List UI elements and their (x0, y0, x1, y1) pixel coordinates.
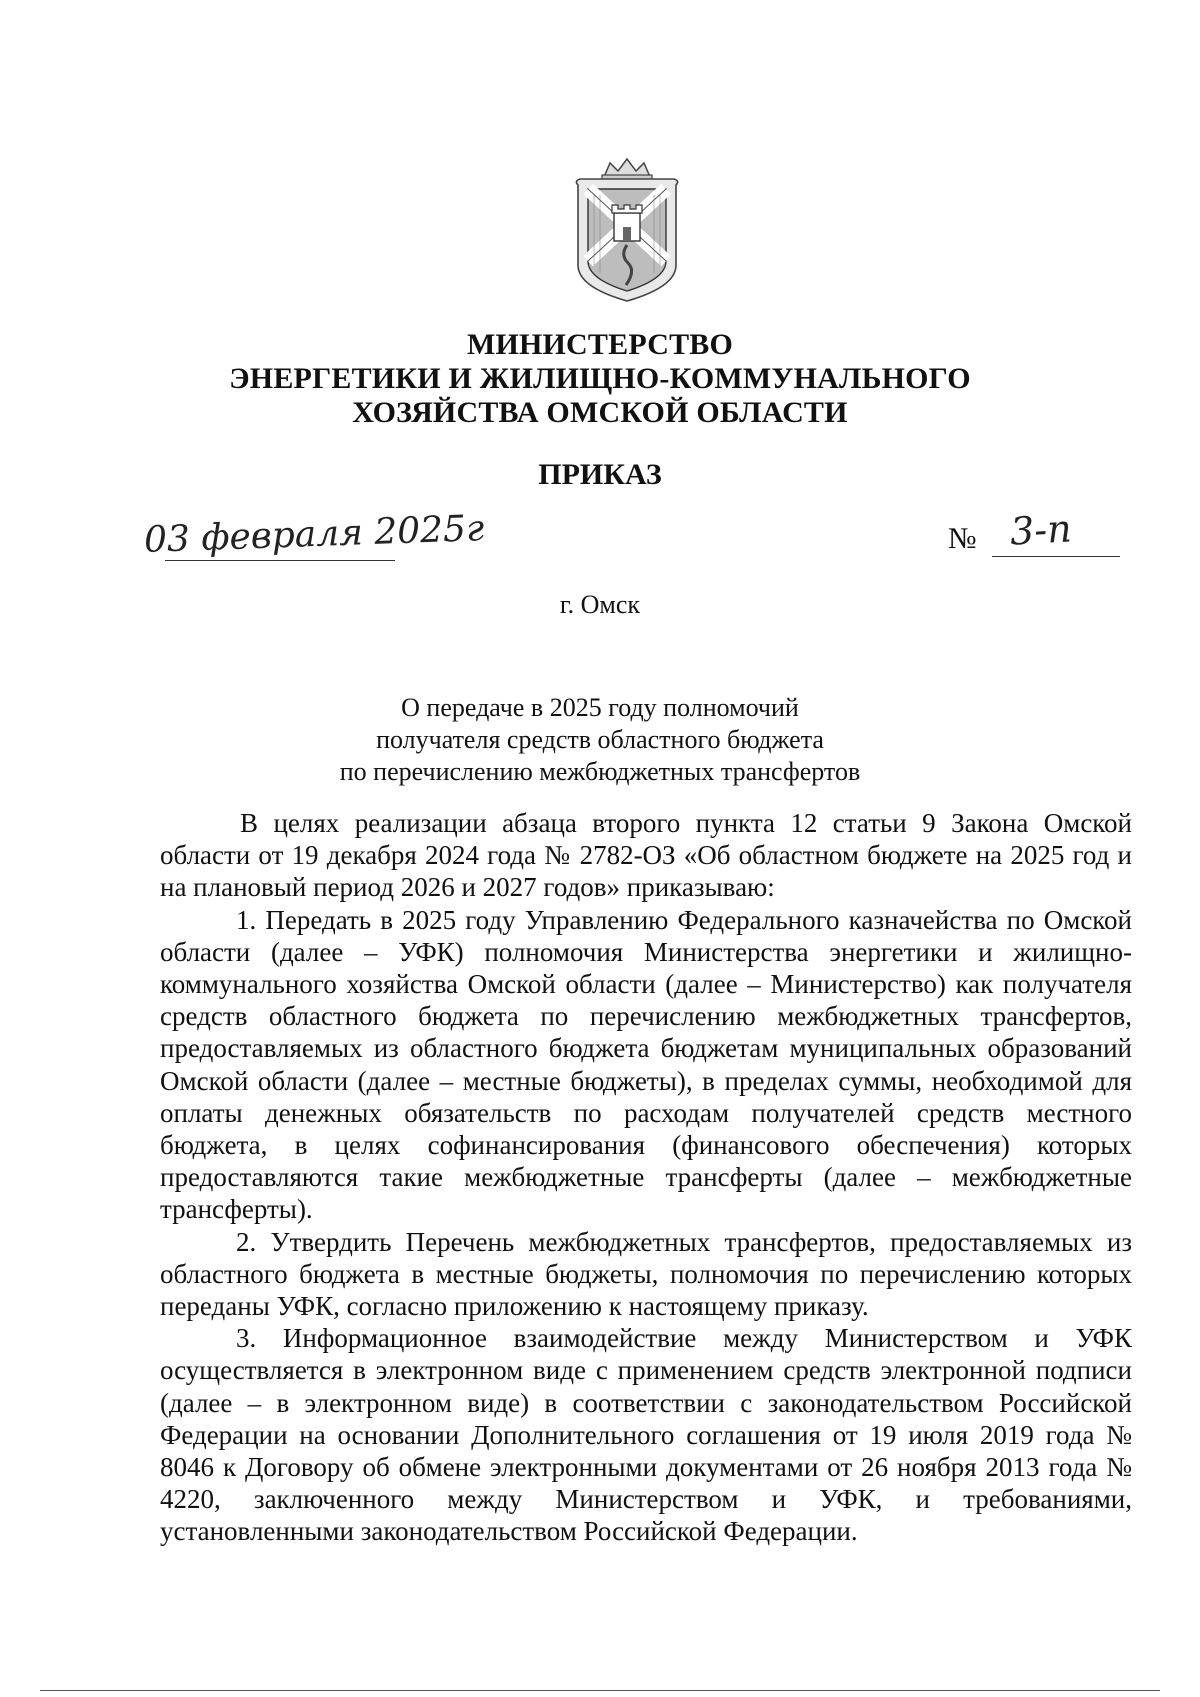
subject-line3: по перечислению межбюджетных трансфертов (339, 757, 861, 786)
ministry-name (0, 328, 1200, 430)
handwritten-order-number: 3-п (1008, 506, 1073, 554)
item-2-paragraph: 2. Утвердить Перечень межбюджетных трансфертов, предоставляемых из областного бюджета в местные бюджеты, полномочия по перечислению которых переданы УФК, согласно приложению к настоящему приказу. (160, 1226, 1132, 1322)
city-label: г. Омск (559, 590, 641, 619)
item-3-paragraph: 3. Информационное взаимодействие между Министерством и УФК осуществляется в электронном виде с применением средств электронной подписи (далее – в электронном виде) в соответствии с законодательством Российской Федерации на основании Дополнительного соглашения от 19 июля 2019 года № 8046 к Договору об обмене электронными документами от 26 ноября 2013 года № 4220, заключенного между Министерством и УФК, и требованиями, установленными законодательством Российской Федерации. (160, 1323, 1132, 1547)
ministry-name-line2: ЭНЕРГЕТИКИ И ЖИЛИЩНО-КОММУНАЛЬНОГО (229, 362, 971, 395)
number-label: № (948, 522, 977, 555)
order-subject (0, 692, 1200, 788)
subject-line2: получателя средств областного бюджета (376, 725, 824, 754)
subject-line1: О передаче в 2025 году полномочий (401, 693, 799, 722)
ministry-name-line3: ХОЗЯЙСТВА ОМСКОЙ ОБЛАСТИ (352, 396, 848, 429)
handwritten-date: 03 февраля 2025г (143, 508, 485, 561)
order-body (160, 807, 1132, 1548)
date-underline (165, 560, 395, 561)
bottom-scan-line (40, 1690, 1160, 1691)
intro-paragraph: В целях реализации абзаца второго пункта 12 статьи 9 Закона Омской области от 19 декабря 2024 года № 2782-ОЗ «Об областном бюджете на 2025 год и на плановый период 2026 и 2027 годов» приказываю: (160, 808, 1132, 903)
coat-of-arms-emblem (568, 155, 686, 305)
document-type-title: ПРИКАЗ (538, 458, 662, 491)
number-underline (992, 556, 1120, 557)
item-1-paragraph: 1. Передать в 2025 году Управлению Федерального казначейства по Омской области (далее – УФК) полномочия Министерства энергетики и жилищно-коммунального хозяйства Омской области (далее – Министерство) как получателя средств областного бюджета по перечислению межбюджетных трансфертов, предоставляемых из областного бюджета бюджетам муниципальных образований Омской области (далее – местные бюджеты), в пределах суммы, необходимой для оплаты денежных обязательств по расходам получателей средств местного бюджета, в целях софинансирования (финансового обеспечения) которых предоставляются такие межбюджетные трансферты (далее – межбюджетные трансферты). (160, 904, 1132, 1225)
ministry-name-line1: МИНИСТЕРСТВО (466, 328, 734, 361)
